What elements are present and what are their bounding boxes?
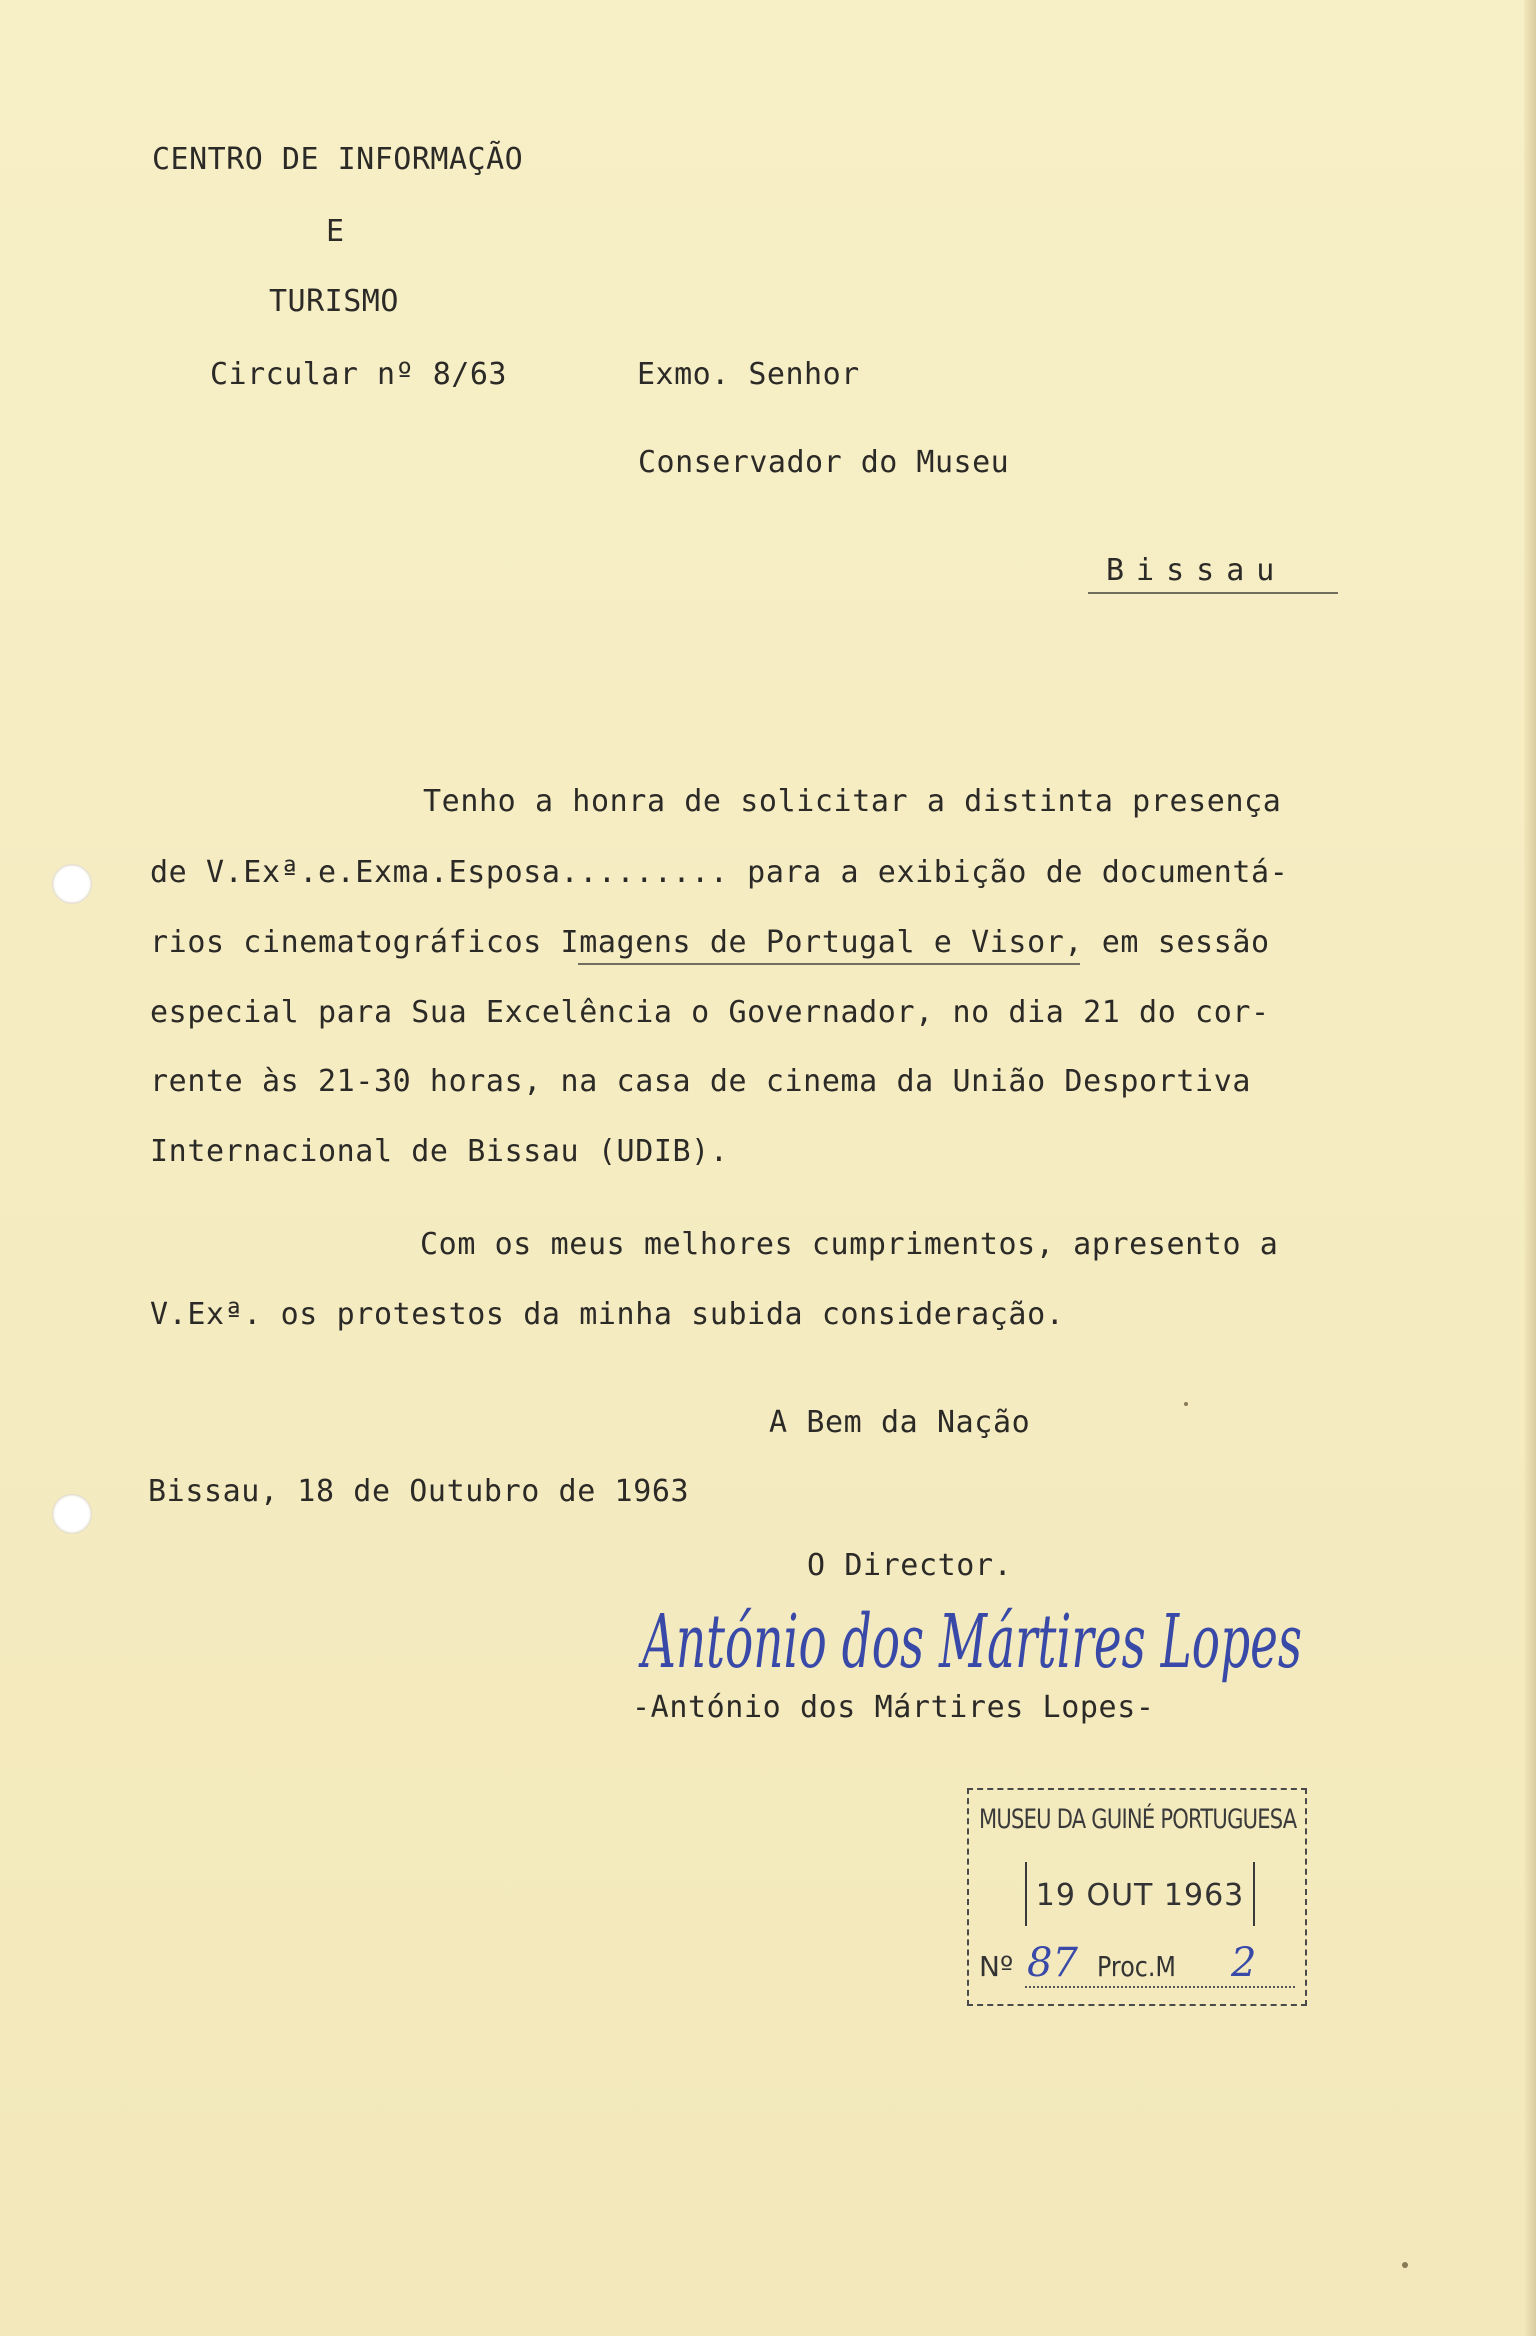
stamp-proc-label: Proc.M xyxy=(1097,1950,1176,1983)
body-line: rios cinematográficos Imagens de Portugal e Visor, em sessão xyxy=(150,925,1270,960)
addressee-city: Bissau xyxy=(1106,553,1287,588)
body-line: Internacional de Bissau (UDIB). xyxy=(150,1134,729,1169)
body-line: Com os meus melhores cumprimentos, apresento a xyxy=(420,1227,1279,1262)
body-line: rente às 21-30 horas, na casa de cinema da União Desportiva xyxy=(150,1064,1252,1099)
org-name-line1: CENTRO DE INFORMAÇÃO xyxy=(152,142,524,177)
signature-text: António dos Mártires Lopes xyxy=(638,1599,1302,1685)
stamp-date-box xyxy=(1025,1862,1255,1926)
paper-edge xyxy=(1524,0,1536,2336)
stamp-dotted-line xyxy=(1025,1986,1295,1988)
stamp-proc-value: 2 xyxy=(1231,1940,1257,1986)
body-line: especial para Sua Excelência o Governador, no dia 21 do cor- xyxy=(150,995,1270,1030)
city-underline xyxy=(1088,592,1338,594)
body-line: V.Exª. os protestos da minha subida consideração. xyxy=(150,1297,1065,1332)
paper-speck xyxy=(1184,1402,1188,1406)
stamp-date: 19 OUT 1963 xyxy=(1035,1878,1245,1913)
stamp-number-label: Nº xyxy=(979,1950,1014,1983)
museum-receipt-stamp xyxy=(967,1788,1307,2006)
typed-name: -António dos Mártires Lopes- xyxy=(632,1690,1155,1725)
place-date: Bissau, 18 de Outubro de 1963 xyxy=(148,1474,690,1509)
org-name-line2: E xyxy=(326,214,345,249)
handwritten-signature xyxy=(636,1575,1316,1705)
stamp-institution: MUSEU DA GUINÉ PORTUGUESA xyxy=(979,1804,1297,1835)
closing-motto: A Bem da Nação xyxy=(769,1405,1031,1440)
signatory-role: O Director. xyxy=(807,1548,1013,1583)
punch-hole-bottom xyxy=(52,1494,92,1534)
addressee-salutation: Exmo. Senhor xyxy=(637,357,860,392)
body-line: de V.Exª.e.Exma.Esposa......... para a exibição de documentá- xyxy=(150,855,1289,890)
film-titles-underline xyxy=(578,963,1080,965)
stamp-number-value: 87 xyxy=(1027,1940,1078,1986)
addressee-title: Conservador do Museu xyxy=(638,445,1010,480)
org-name-line3: TURISMO xyxy=(269,284,399,319)
paper-speck xyxy=(1402,2262,1408,2268)
punch-hole-top xyxy=(52,864,92,904)
circular-number: Circular nº 8/63 xyxy=(210,357,507,392)
body-line: Tenho a honra de solicitar a distinta presença xyxy=(423,784,1282,819)
